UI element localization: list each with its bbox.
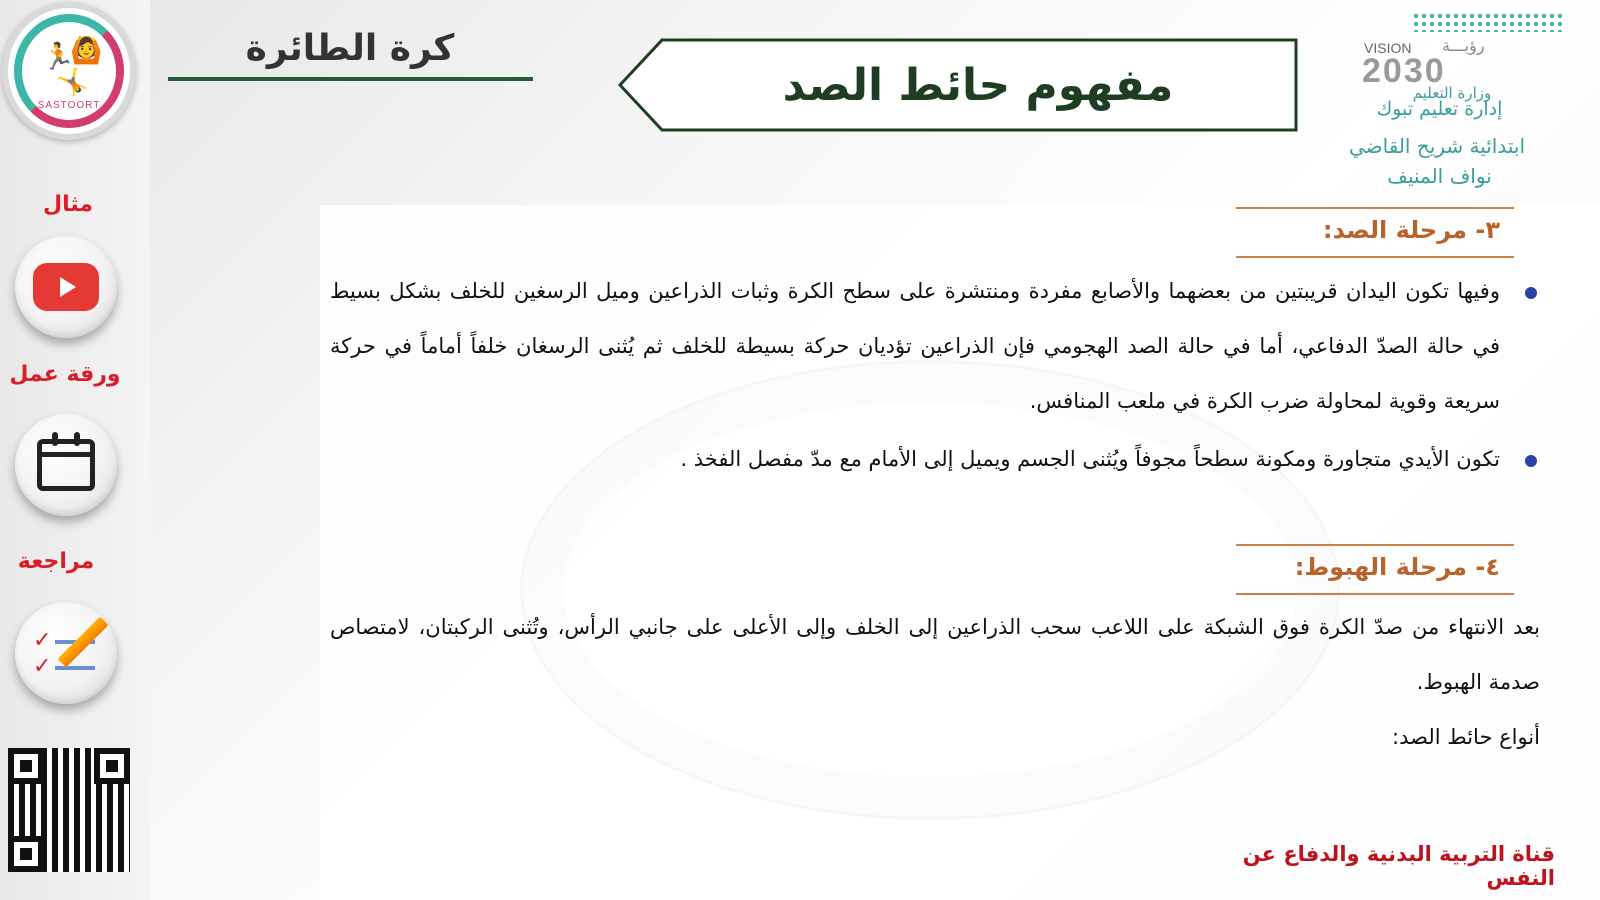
subject-title: كرة الطائرة: [245, 28, 455, 69]
section-4-paragraph: بعد الانتهاء من صدّ الكرة فوق الشبكة على اللاعب سحب الذراعين إلى الخلف وإلى الأعلى على جانبي الرأس، وتُثنى الركبتان، لامتصاص صدمة الهبوط.: [330, 615, 1540, 694]
bullet-point: [1525, 287, 1537, 299]
child-figure-icon: 🏃: [42, 42, 75, 72]
vision-year: 2030: [1362, 52, 1446, 90]
youtube-icon: [33, 263, 99, 311]
section-3-heading: ٣- مرحلة الصد:: [1322, 216, 1500, 244]
qr-code[interactable]: [8, 748, 130, 872]
section-4-heading: ٤- مرحلة الهبوط:: [1294, 553, 1500, 581]
education-department: إدارة تعليم تبوك: [1376, 98, 1503, 120]
teacher-name: نواف المنيف: [1387, 164, 1492, 188]
child-figure-icon: 🤸: [56, 68, 89, 98]
logo-brand-text: SASTOORT: [37, 100, 101, 111]
section-3-top-line: [1236, 207, 1514, 209]
checklist-pencil-icon: ✓ ✓: [31, 618, 101, 688]
section-3-bullet-2: تكون الأيدي متجاورة ومكونة سطحاً مجوفاً ويُثنى الجسم ويميل إلى الأمام مع مدّ مفصل الفخذ .: [680, 447, 1500, 471]
ministry-name: وزارة التعليم: [1412, 84, 1492, 102]
vision-label: VISION: [1364, 40, 1412, 56]
school-name: ابتدائية شريح القاضي: [1348, 134, 1526, 158]
sidebar-item-example-label: مثال: [43, 192, 93, 217]
child-figure-icon: 🙆: [70, 36, 103, 66]
sidebar-item-review[interactable]: [15, 602, 117, 704]
main-title-box: [618, 38, 1298, 132]
footer-channel-name: قناة التربية البدنية والدفاع عن النفس: [1242, 842, 1555, 890]
section-4-note: أنواع حائط الصد:: [1392, 725, 1540, 749]
sidebar-item-worksheet[interactable]: [15, 414, 117, 516]
sidebar-item-worksheet-label: ورقة عمل: [9, 362, 121, 387]
sidebar-item-review-label: مراجعة: [17, 549, 95, 574]
bullet-point: [1525, 455, 1537, 467]
ministry-branding: [1348, 8, 1562, 198]
vision-dots-icon: [1412, 12, 1562, 32]
subject-underline: [168, 77, 533, 81]
sidebar-item-example[interactable]: [15, 236, 117, 338]
section-4-bottom-line: [1236, 593, 1514, 595]
vision-arabic: رؤيـــة: [1442, 36, 1485, 55]
calendar-icon: [37, 439, 95, 491]
school-logo: [2, 2, 136, 140]
section-3-bottom-line: [1236, 256, 1514, 258]
page-title: مفهوم حائط الصد: [782, 59, 1174, 111]
section-4-top-line: [1236, 544, 1514, 546]
section-3-bullet-1: وفيها تكون اليدان قريبتين من بعضهما والأصابع مفردة ومنتشرة على سطح الكرة وثبات الذراعين وميل الرسغين للخلف بشكل بسيط في حالة الصدّ الدفاعي، أما في حالة الصد الهجومي فإن الذراعين تؤديان حركة بسيطة للخلف ثم يُثنى الرسغان خلفاً أماماً في حركة سريعة وقوية لمحاولة ضرب الكرة في ملعب المنافس.: [330, 279, 1500, 413]
